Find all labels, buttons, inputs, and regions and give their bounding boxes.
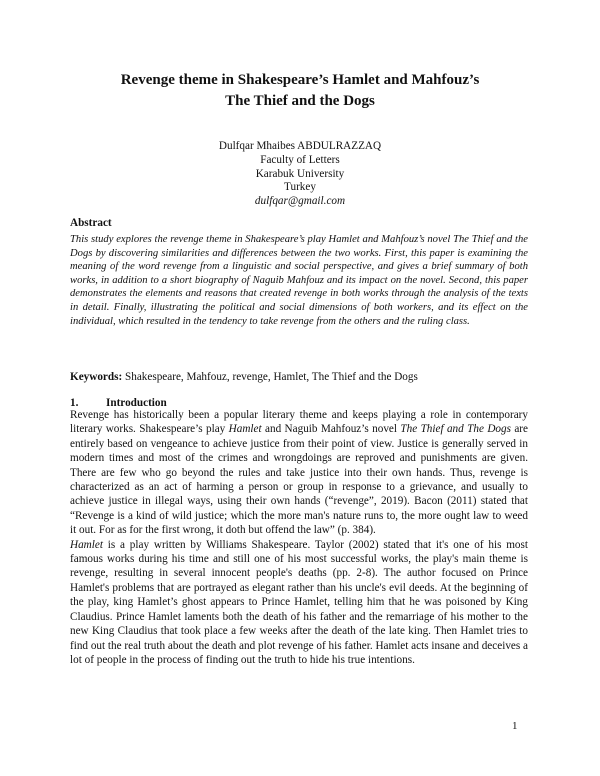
author-country: Turkey — [284, 181, 316, 194]
title-line-1: Revenge theme in Shakespeare’s Hamlet and Mahfouz’s — [120, 72, 480, 88]
p1-text-2: and Naguib Mahfouz’s novel — [261, 423, 401, 436]
p2-italic-hamlet: Hamlet — [70, 538, 103, 551]
author-faculty: Faculty of Letters — [260, 153, 340, 166]
p1-text-1: Revenge has historically been a popular literary theme and keeps playing a role in contemporary literary works. Shakespeare’s play — [70, 409, 528, 436]
p1-italic-hamlet: Hamlet — [228, 423, 262, 436]
p1-italic-thief: The Thief and The Dogs — [400, 423, 511, 436]
title-line-2: The Thief and the Dogs — [225, 93, 375, 109]
keywords-label: Keywords: — [70, 371, 123, 383]
body-text — [70, 408, 528, 667]
section-title: Introduction — [106, 397, 167, 409]
section-number: 1. — [70, 397, 79, 409]
paper-title — [0, 70, 600, 112]
author-university: Karabuk University — [255, 167, 345, 180]
author-email[interactable]: dulfqar@gmail.com — [254, 195, 346, 208]
page-number: 1 — [512, 720, 518, 732]
p1-text-3: are entirely based on vengeance to achieve justice from their point of view. Justice is generally served in modern times and most of the crimes and wrongdoings are reproved and punishments are given. There are few who go beyond the rules and take justice into their own hands. Thus, revenge is characterized as an act of harming a person or group in response to a grievance, and usually to achieve justice in illegal ways, using their own hands (“revenge”, 2019). Bacon (2011) stated that “Revenge is a kind of wild justice; which the more man's nature runs to, the more ought law to weed it out. For as for the first wrong, it doth but offend the law” (p. 384). — [70, 423, 528, 537]
abstract-heading: Abstract — [70, 217, 112, 229]
abstract-text: This study explores the revenge theme in Shakespeare’s play Hamlet and Mahfouz’s novel The Thief and the Dogs by discovering similarities and differences between the two works. First, this paper is examining the meaning of the word revenge from a linguistic and social perspective, and gives a brief summary of both works, in addition to a short biography of Naguib Mahfouz and its impact on the novel. Second, this paper demonstrates the elements and reasons that created revenge in both works through the analysis of the texts in detail. Finally, illustrating the political and social dimensions of both workers, and its effect on the individual, which resulted in the tendency to take revenge from the others and the ruling class. — [70, 234, 528, 327]
keywords — [70, 370, 528, 384]
p2-text-1: is a play written by Williams Shakespeare. Taylor (2002) stated that it's one of his most famous works during his time and still one of his most successful works, the play's main theme is revenge, resulting in several innocent people's deaths (pp. 2-8). The author focused on Prince Hamlet's problems that are portrayed as elegant rather than his uncle's evil deeds. At the beginning of the play, king Hamlet’s ghost appears to Prince Hamlet, telling him that he was poisoned by King Claudius. Prince Hamlet laments both the death of his father and the remarriage of his mother to the new King Claudius that took place a few weeks after the death of the late king. Then Hamlet tries to find out the real truth about the death and plot revenge of his father. Hamlet acts insane and deceives a lot of people in the process of finding out the truth to hide his true intentions. — [70, 538, 528, 666]
author-block — [0, 140, 600, 209]
paragraph-2 — [70, 538, 528, 668]
paragraph-1 — [70, 408, 528, 538]
keywords-text: Shakespeare, Mahfouz, revenge, Hamlet, The Thief and the Dogs — [122, 371, 418, 383]
author-name: Dulfqar Mhaibes ABDULRAZZAQ — [218, 140, 382, 152]
